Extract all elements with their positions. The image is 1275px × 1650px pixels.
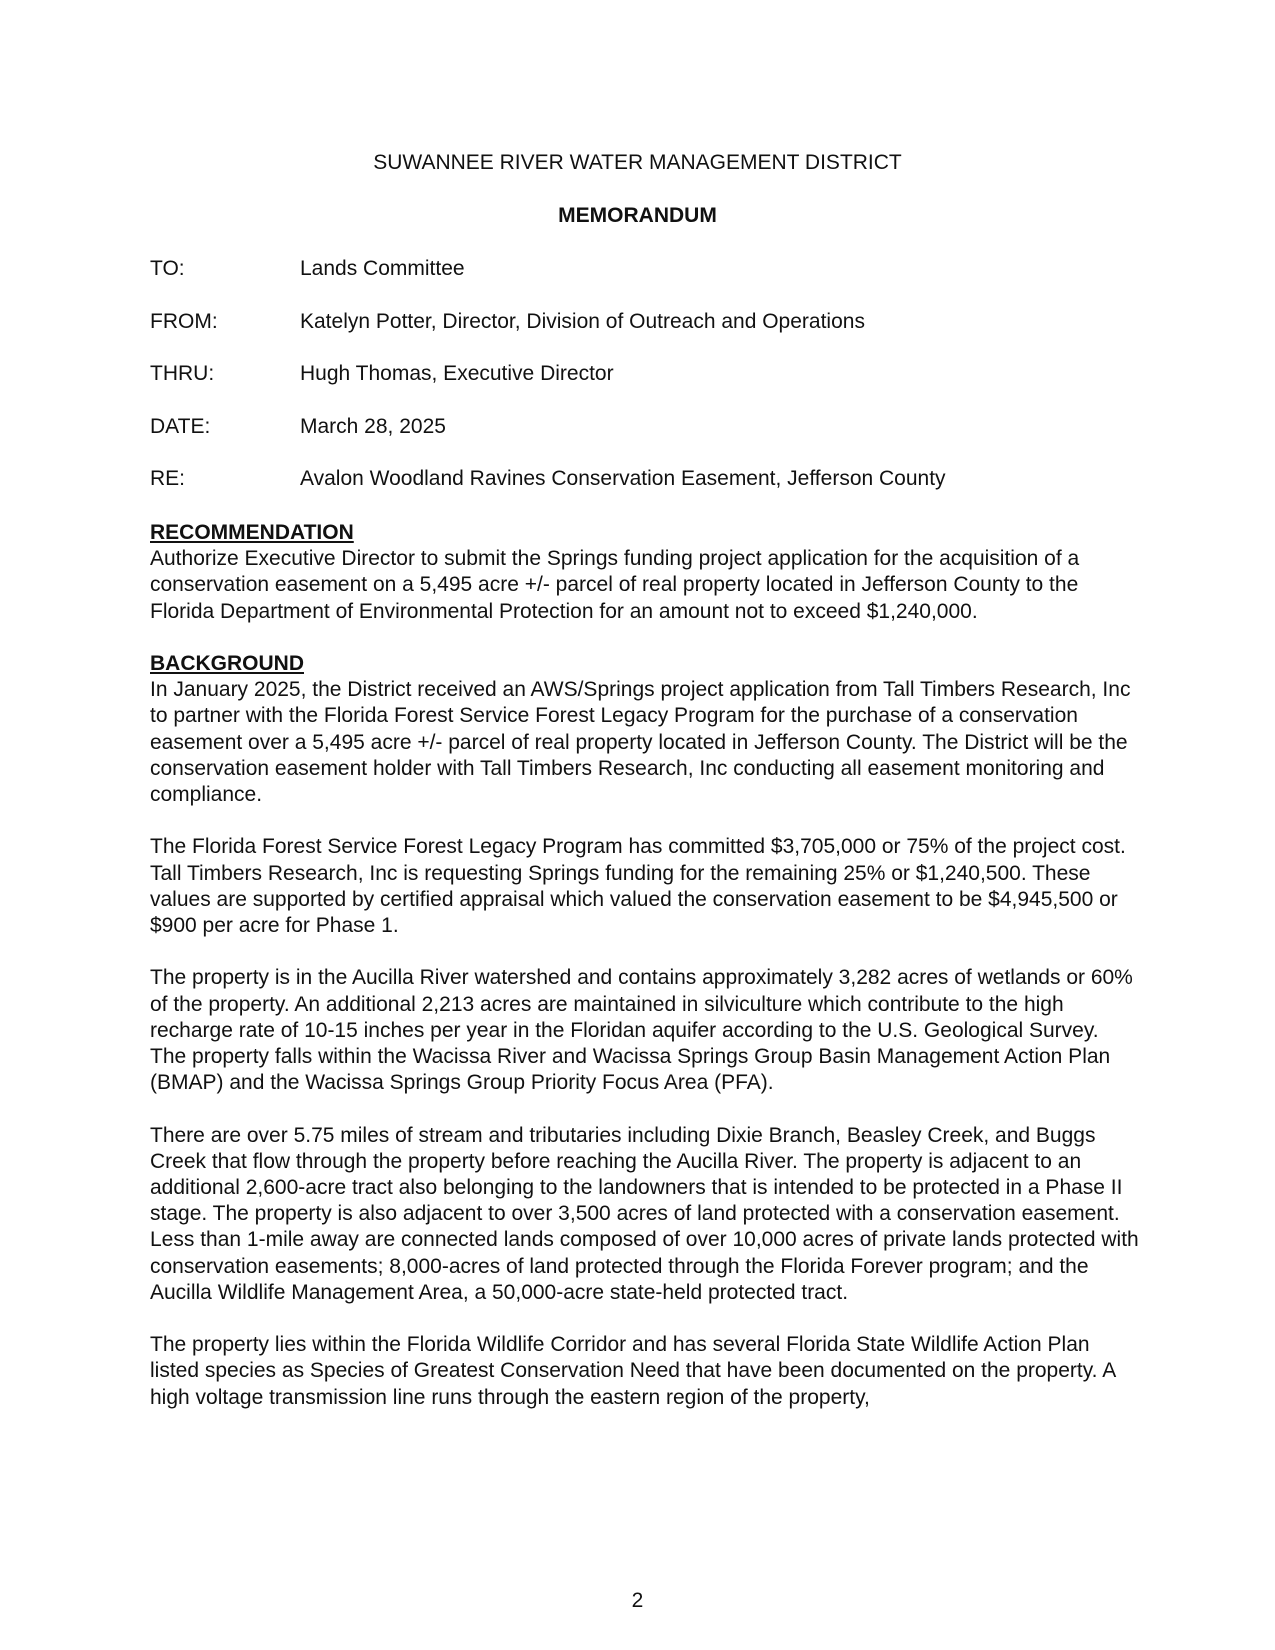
memo-field-value: Lands Committee	[300, 257, 465, 280]
background-paragraph-2: The Florida Forest Service Forest Legacy Program has committed $3,705,000 or 75% of the project cost. Tall Timbers Research, Inc is requesting Springs funding for the remaining 25% or $1,240,500. These values are supported by certified appraisal which valued the conservation easement to be $4,945,500 or $900 per acre for Phase 1.	[150, 835, 1126, 938]
memo-header-fields	[150, 256, 1150, 519]
memo-field-value: Avalon Woodland Ravines Conservation Easement, Jefferson County	[300, 467, 946, 490]
background-heading: BACKGROUND	[150, 652, 304, 675]
page-number: 2	[631, 1589, 644, 1612]
memo-field-label: RE:	[150, 467, 186, 490]
background-paragraph-5: The property lies within the Florida Wildlife Corridor and has several Florida State Wildlife Action Plan listed species as Species of Greatest Conservation Need that have been documented on the property. A high voltage transmission line runs through the eastern region of the property,	[150, 1333, 1116, 1409]
organization-name: SUWANNEE RIVER WATER MANAGEMENT DISTRICT	[373, 151, 902, 174]
memo-field-label: FROM:	[150, 309, 218, 333]
recommendation-paragraph: Authorize Executive Director to submit the Springs funding project application for the acquisition of a conservation easement on a 5,495 acre +/- parcel of real property located in Jefferson County to the Florida Department of Environmental Protection for an amount not to exceed $1,240,000.	[150, 547, 1080, 623]
memo-field-date	[150, 414, 1150, 467]
memo-field-label: THRU:	[150, 362, 215, 385]
memo-field-value: March 28, 2025	[300, 414, 446, 438]
background-paragraph-4: There are over 5.75 miles of stream and tributaries including Dixie Branch, Beasley Creek, and Buggs Creek that flow through the property before reaching the Aucilla River. The property is adjacent to an additional 2,600-acre tract also belonging to the landowners that is intended to be protected in a Phase II stage. The property is also adjacent to over 3,500 acres of land protected with a conservation easement. Less than 1-mile away are connected lands composed of over 10,000 acres of private lands protected with conservation easements; 8,000-acres of land protected through the Florida Forever program; and the Aucilla Wildlife Management Area, a 50,000-acre state-held protected tract.	[150, 1123, 1139, 1304]
memo-field-label: DATE:	[150, 414, 211, 438]
background-paragraph-3: The property is in the Aucilla River watershed and contains approximately 3,282 acres of wetlands or 60% of the property. An additional 2,213 acres are maintained in silviculture which contribute to the high recharge rate of 10-15 inches per year in the Floridan aquifer according to the U.S. Geological Survey. The property falls within the Wacissa River and Wacissa Springs Group Basin Management Action Plan (BMAP) and the Wacissa Springs Group Priority Focus Area (PFA).	[150, 966, 1133, 1095]
background-paragraph-1: In January 2025, the District received an AWS/Springs project application from Tall Timbers Research, Inc to partner with the Florida Forest Service Forest Legacy Program for the purchase of a conservation easement over a 5,495 acre +/- parcel of real property located in Jefferson County. The District will be the conservation easement holder with Tall Timbers Research, Inc conducting all easement monitoring and compliance.	[150, 678, 1131, 807]
memo-field-to	[150, 256, 1150, 309]
recommendation-heading: RECOMMENDATION	[150, 521, 354, 544]
memo-field-thru	[150, 361, 1150, 414]
memo-field-label: TO:	[150, 257, 185, 280]
memo-body	[150, 520, 1140, 1437]
memo-field-re	[150, 466, 1150, 519]
memo-field-value: Hugh Thomas, Executive Director	[300, 362, 614, 385]
memo-title: MEMORANDUM	[558, 204, 717, 227]
memo-field-value: Katelyn Potter, Director, Division of Outreach and Operations	[300, 309, 865, 333]
memo-field-from	[150, 309, 1150, 362]
